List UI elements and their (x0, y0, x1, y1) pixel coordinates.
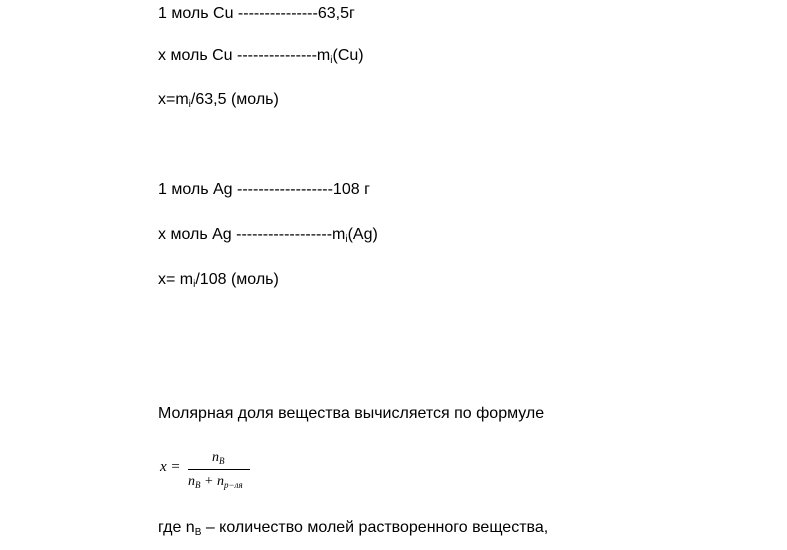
ag-proportion-suffix: (Ag) (347, 226, 378, 243)
molar-fraction-formula (160, 450, 270, 492)
numerator-var: n (212, 450, 219, 465)
formula-denominator (188, 474, 243, 490)
ag-formula-suffix: /108 (моль) (195, 271, 279, 288)
definition-subscript: B (194, 527, 202, 538)
denominator-subscript2: p−ля (223, 480, 243, 490)
cu-formula-subscript: i (188, 99, 191, 110)
ag-proportion-prefix: x моль Ag ------------------m (158, 226, 346, 243)
ag-proportion-line (158, 225, 378, 250)
definition-suffix: – количество молей растворенного вещества, (201, 519, 549, 536)
ag-mass-ratio-line (158, 180, 370, 200)
denominator-plus: + (200, 474, 217, 489)
cu-proportion-line (158, 46, 364, 71)
cu-formula-prefix: x=m (158, 91, 189, 108)
denominator-var1: n (188, 474, 195, 489)
molar-fraction-intro-text: Молярная доля вещества вычисляется по формуле (158, 405, 545, 422)
numerator-subscript: B (219, 456, 225, 466)
cu-proportion-suffix: (Cu) (332, 47, 364, 64)
formula-numerator (212, 450, 225, 466)
ag-mass-ratio-text: 1 моль Ag ------------------108 г (158, 181, 370, 198)
definition-prefix: где n (158, 519, 195, 536)
formula-lhs: x = (160, 459, 181, 475)
denominator-var2: n (216, 474, 224, 489)
cu-formula-suffix: /63,5 (моль) (190, 91, 279, 108)
denominator-subscript1: B (195, 480, 201, 490)
cu-formula-line (158, 90, 279, 115)
ag-formula-subscript: i (193, 279, 196, 290)
cu-proportion-subscript: i (330, 55, 333, 66)
cu-proportion-prefix: x моль Cu ---------------m (158, 47, 331, 64)
cu-mass-ratio-text: 1 моль Cu ---------------63,5г (158, 5, 355, 22)
molar-fraction-intro (158, 404, 544, 424)
ag-formula-prefix: x= m (158, 271, 194, 288)
definition-line (158, 518, 548, 543)
ag-proportion-subscript: i (345, 234, 348, 245)
fraction-bar (188, 469, 250, 470)
cu-mass-ratio-line (158, 4, 355, 24)
ag-formula-line (158, 270, 279, 295)
